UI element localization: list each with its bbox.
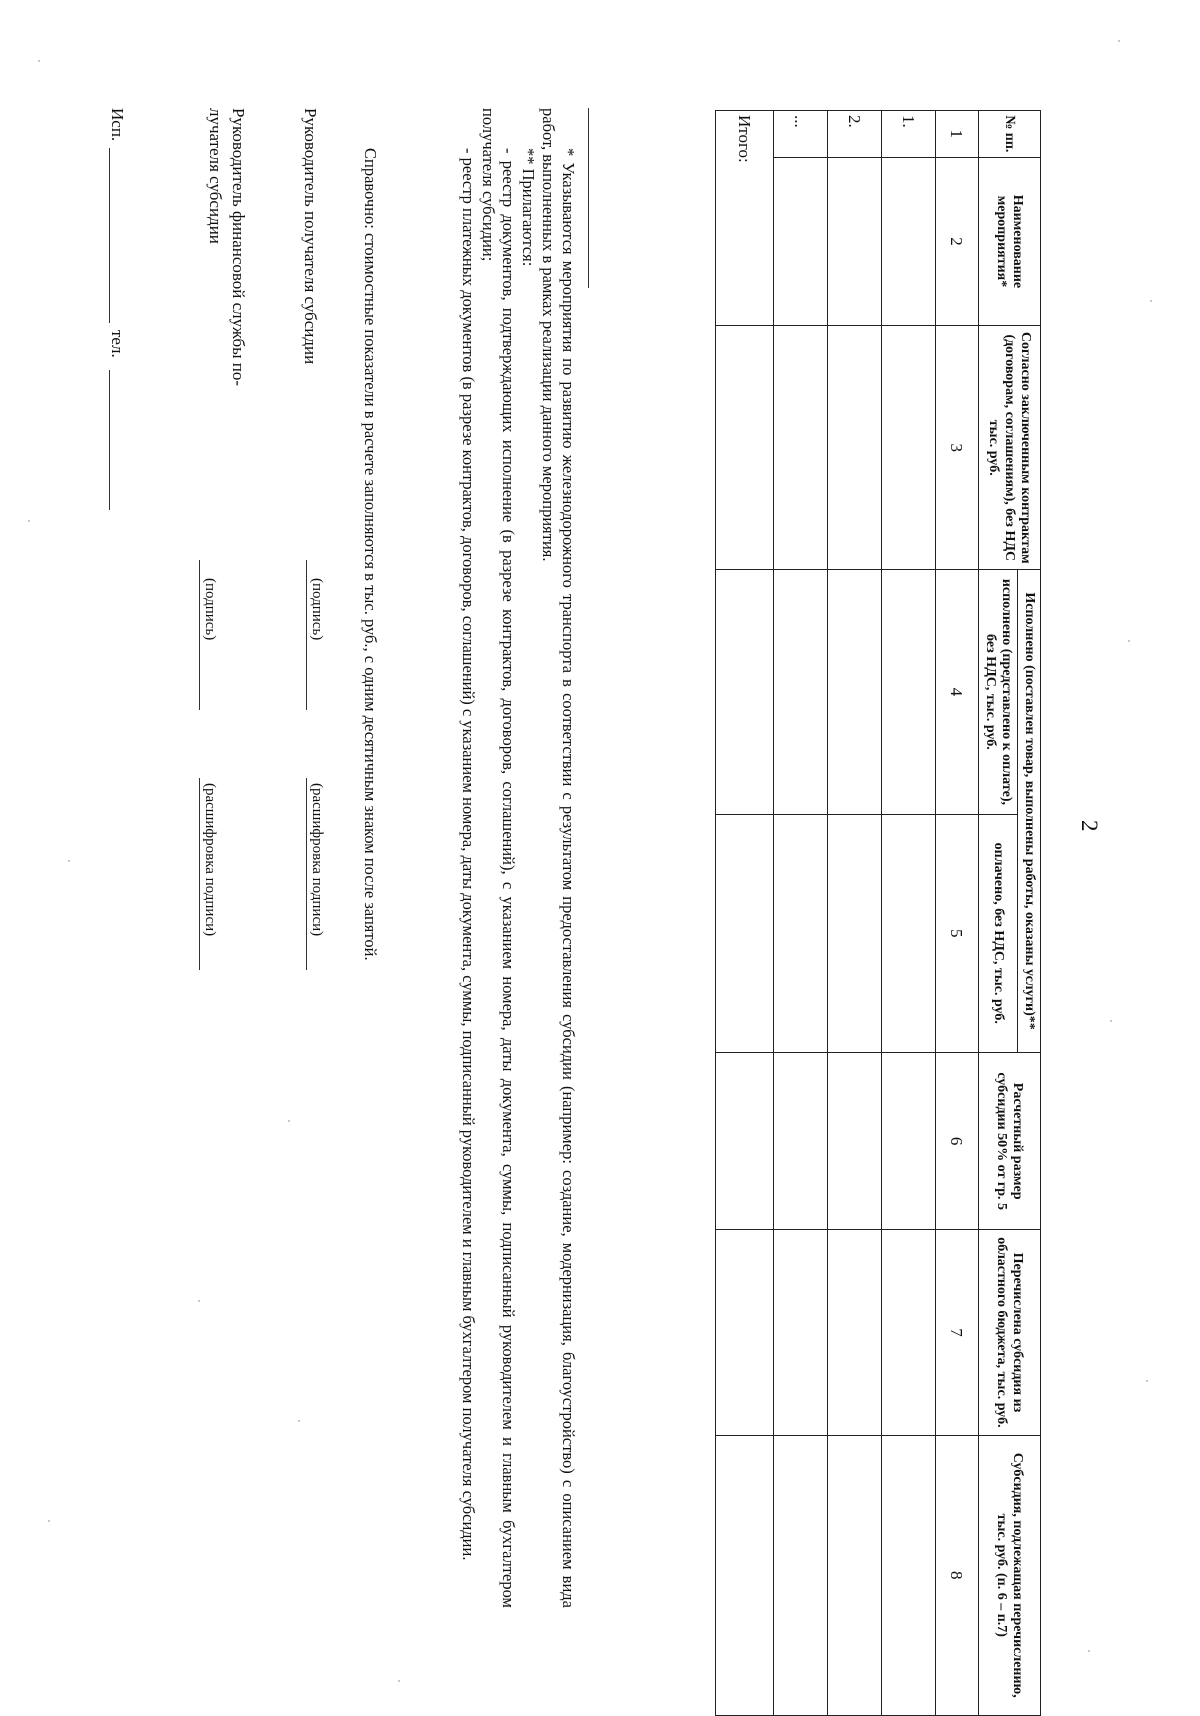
- table-cell: [773, 570, 827, 814]
- table-row: [881, 111, 935, 1716]
- reference-note: Справочно: стоимостные показатели в расчете заполняются в тыс. руб., с одним десятичным знаком после запятой.: [361, 148, 380, 961]
- column-number: 4: [935, 570, 978, 814]
- footnote-activities: * Указываются мероприятия по развитию железнодорожного транспорта в соответствии с результатом предоставления субсидии (например: создание, модернизация, благоустройство) с описанием вида работ, выполненных в рамках реализации данного мероприятия.: [539, 108, 578, 1608]
- table-cell: [881, 1230, 935, 1435]
- header-subsidy-due: Субсидия, подлежащая перечислению, тыс. руб. (п. 6 – п.7): [978, 1435, 1040, 1715]
- table-cell: [881, 1052, 935, 1229]
- table-cell: [715, 326, 773, 570]
- header-paid: оплачено, без НДС, тыс. руб.: [978, 814, 1017, 1052]
- head-decoding-line: [306, 778, 307, 970]
- scan-speck: [1118, 40, 1120, 42]
- scan-speck: [68, 860, 70, 862]
- finance-signature-caption: (подпись): [202, 578, 218, 641]
- table-cell: [773, 157, 827, 326]
- table-cell: [881, 814, 935, 1052]
- page-number: 2: [1077, 820, 1102, 832]
- table-cell: [715, 570, 773, 814]
- footnote-attachments-title: ** Прилагаются:: [519, 148, 538, 267]
- column-number: 8: [935, 1435, 978, 1715]
- executor-line: [109, 148, 110, 323]
- header-transferred-subsidy: Перечислена субсидия из областного бюджета, тыс. руб.: [978, 1230, 1040, 1435]
- header-contracted-amount: Согласно заключенным контрактам (договорам, соглашениям), без НДС тыс. руб.: [978, 326, 1040, 570]
- table-cell: [881, 157, 935, 326]
- attachment-documents-registry: - реестр документов, подтверждающих исполнение (в разрезе контрактов, договоров, соглашений), с указанием номера, даты документа, суммы, подписанный руководителем и главным бухгалтером получателя субсидии;: [479, 108, 518, 1608]
- total-label: Итого:: [715, 111, 773, 326]
- table-cell: [827, 1435, 881, 1715]
- table-cell: [827, 157, 881, 326]
- table-cell: [827, 326, 881, 570]
- table-cell: [827, 570, 881, 814]
- head-of-recipient-label: Руководитель получателя субсидии: [301, 108, 320, 365]
- column-number: 1: [935, 111, 978, 158]
- header-executed-presented: исполнено (представлено к оплате), без НДС, тыс. руб.: [978, 570, 1017, 814]
- header-activity-name: Наименование мероприятия*: [978, 157, 1040, 326]
- total-row: [715, 111, 773, 1716]
- finance-decoding-caption: (расшифровка подписи): [202, 783, 218, 937]
- header-executed-group: Исполнено (поставлен товар, выполнены работы, оказаны услуги)**: [1017, 570, 1040, 1053]
- column-number: 5: [935, 814, 978, 1052]
- column-number-row: [935, 111, 978, 1716]
- scan-speck: [1110, 1020, 1112, 1022]
- finance-head-label-line2: лучателя субсидии: [206, 108, 225, 244]
- footnote-divider: [588, 108, 589, 288]
- scan-speck: [298, 1420, 300, 1422]
- row-number: 2.: [827, 111, 881, 158]
- head-decoding-caption: (расшифровка подписи): [309, 783, 325, 937]
- table-cell: [773, 326, 827, 570]
- finance-signature-line: [199, 560, 200, 710]
- table-cell: [773, 814, 827, 1052]
- executor-label: Исп.: [108, 108, 127, 142]
- table-cell: [827, 814, 881, 1052]
- table-cell: [715, 1230, 773, 1435]
- table-cell: [773, 1052, 827, 1229]
- scan-speck: [1146, 1380, 1148, 1382]
- table-cell: [827, 1052, 881, 1229]
- head-signature-caption: (подпись): [309, 578, 325, 641]
- scan-speck: [198, 1300, 200, 1302]
- head-signature-line: [306, 560, 307, 710]
- table-row: [827, 111, 881, 1716]
- header-estimated-subsidy: Расчетный размер субсидии 50% от гр. 5: [978, 1052, 1040, 1229]
- attachment-payments-registry: - реестр платежных документов (в разрезе контрактов, договоров, соглашений) с указанием номера, даты документа, суммы, подписанный руководителем и главным бухгалтером получателя субсидии.: [459, 148, 478, 1561]
- scan-speck: [398, 1680, 400, 1682]
- header-row-top: [1017, 111, 1040, 1716]
- table-cell: [881, 1435, 935, 1715]
- table-cell: [715, 814, 773, 1052]
- row-number: 1.: [881, 111, 935, 158]
- scan-speck: [1088, 1650, 1090, 1652]
- row-number: ...: [773, 111, 827, 158]
- scan-speck: [28, 520, 30, 522]
- scan-speck: [1128, 640, 1130, 642]
- column-number: 3: [935, 326, 978, 570]
- column-number: 6: [935, 1052, 978, 1229]
- scan-speck: [38, 60, 40, 62]
- table-cell: [881, 570, 935, 814]
- header-number: № пп.: [978, 111, 1040, 158]
- reference-note-block: [360, 108, 380, 1608]
- table-cell: [715, 1435, 773, 1715]
- table-cell: [773, 1230, 827, 1435]
- footnotes: [458, 108, 578, 1608]
- table-cell: [881, 326, 935, 570]
- scan-speck: [48, 1520, 50, 1522]
- subsidy-calculation-table: [715, 110, 1041, 1716]
- phone-label: тел.: [108, 330, 127, 358]
- table-cell: [715, 1052, 773, 1229]
- column-number: 2: [935, 157, 978, 326]
- finance-decoding-line: [199, 778, 200, 970]
- table-cell: [827, 1230, 881, 1435]
- table-row: [773, 111, 827, 1716]
- column-number: 7: [935, 1230, 978, 1435]
- finance-head-label-line1: Руководитель финансовой службы по-: [229, 108, 248, 387]
- table-cell: [773, 1435, 827, 1715]
- scan-speck: [1150, 300, 1152, 302]
- scan-speck: [288, 1120, 290, 1122]
- phone-line: [109, 370, 110, 510]
